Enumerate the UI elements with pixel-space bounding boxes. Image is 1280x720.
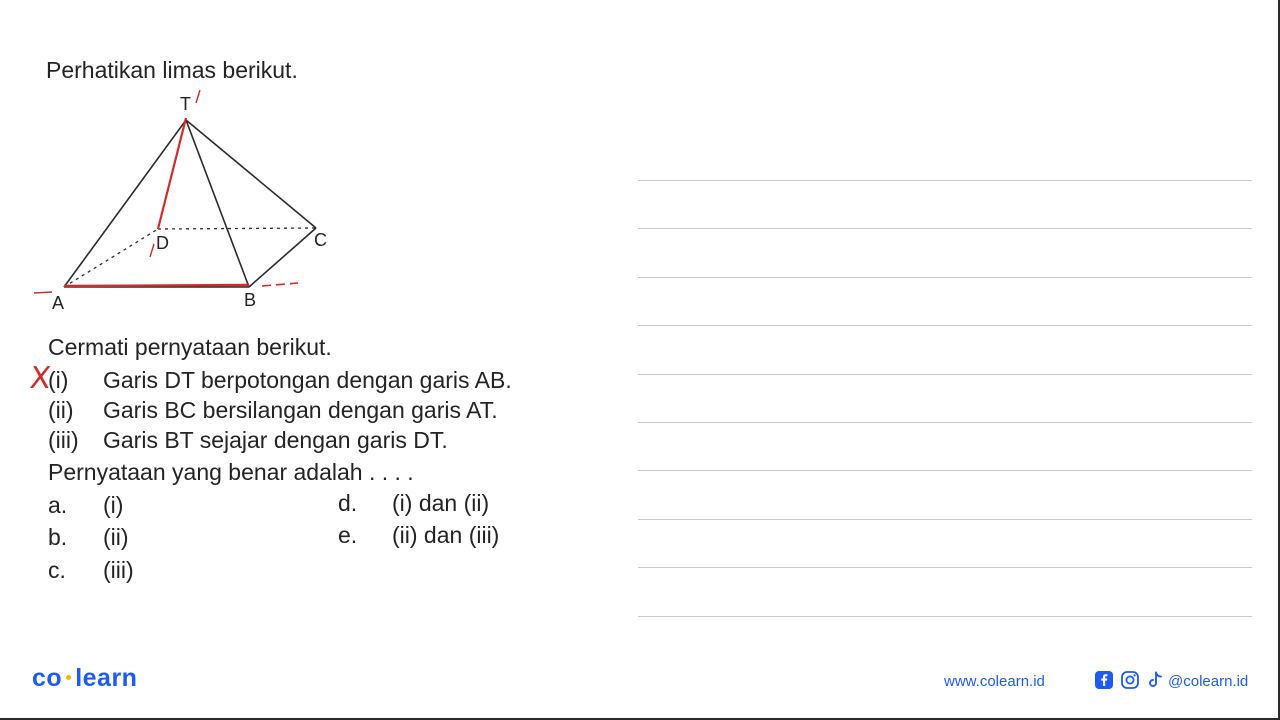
website-link[interactable]: www.colearn.id (944, 673, 1045, 690)
answer-line (638, 519, 1252, 520)
annotation-AB-ext-left (34, 292, 52, 293)
option-c-text: (iii) (103, 557, 134, 583)
prompt-text: Cermati pernyataan berikut. (48, 334, 332, 360)
statement-1-number: (i) (48, 367, 69, 393)
answer-line (638, 277, 1252, 278)
vertex-label-D: D (156, 233, 169, 253)
annotation-DT (158, 118, 186, 229)
statement-3-number: (iii) (48, 427, 79, 453)
intro-text: Perhatikan limas berikut. (46, 57, 298, 83)
option-a-letter: a. (48, 492, 68, 518)
brand-logo-left: co (32, 664, 63, 692)
option-e-text: (ii) dan (iii) (392, 522, 500, 548)
option-b-letter: b. (48, 524, 68, 550)
option-c-letter: c. (48, 557, 66, 583)
option-a-text: (i) (103, 492, 124, 518)
answer-line (638, 325, 1252, 326)
answer-line (638, 374, 1252, 375)
vertex-label-T: T (180, 94, 191, 114)
annotation-AB-ext-right (262, 283, 298, 286)
edge-BC (249, 228, 316, 287)
option-b-text: (ii) (103, 524, 129, 550)
answer-line (638, 470, 1252, 471)
statement-1-text: Garis DT berpotongan dengan garis AB. (103, 367, 512, 393)
answer-line (638, 567, 1252, 568)
answer-line (638, 180, 1252, 181)
edge-DC (158, 228, 316, 229)
tiktok-icon[interactable] (1145, 670, 1165, 690)
vertex-label-C: C (314, 230, 327, 250)
edge-AT (64, 120, 186, 287)
edge-CT (186, 120, 316, 228)
annotation-T-tick (196, 90, 200, 103)
edge-BT (186, 120, 249, 287)
answer-line (638, 422, 1252, 423)
annotation-AB (64, 285, 249, 286)
annotation-x-mark: X (28, 361, 53, 396)
option-d-text: (i) dan (ii) (392, 490, 490, 516)
statement-3-text: Garis BT sejajar dengan garis DT. (103, 427, 448, 453)
brand-dot (66, 675, 71, 680)
brand-logo (32, 664, 137, 693)
annotation-D-tick (150, 244, 154, 257)
instagram-icon[interactable] (1120, 670, 1140, 690)
statement-2-text: Garis BC bersilangan dengan garis AT. (103, 397, 498, 423)
option-d-letter: d. (338, 490, 358, 516)
brand-logo-right: learn (75, 664, 138, 692)
vertex-label-A: A (52, 293, 65, 313)
pyramid-figure (0, 80, 340, 320)
ask-text: Pernyataan yang benar adalah . . . . (48, 459, 414, 485)
statement-2-number: (ii) (48, 397, 74, 423)
social-handle[interactable]: @colearn.id (1168, 673, 1249, 690)
answer-line (638, 228, 1252, 229)
facebook-icon[interactable] (1094, 670, 1114, 690)
answer-line (638, 616, 1252, 617)
option-e-letter: e. (338, 522, 358, 548)
edge-AD (64, 229, 158, 287)
vertex-label-B: B (244, 290, 257, 310)
